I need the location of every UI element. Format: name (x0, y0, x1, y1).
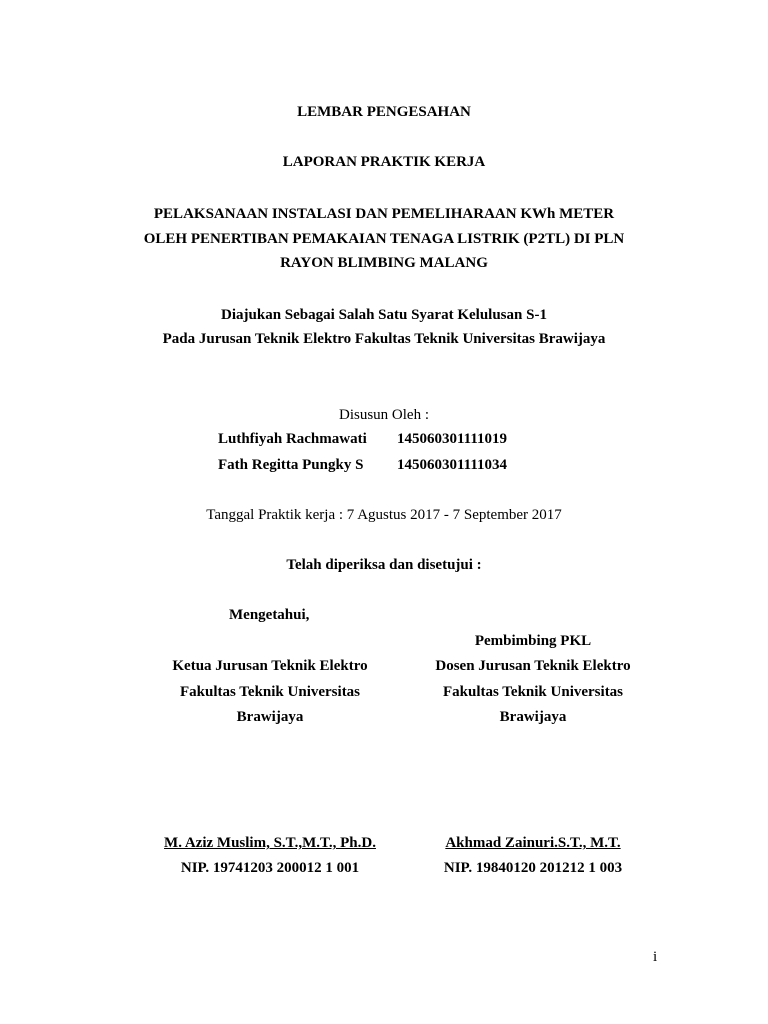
right-signer-nip: NIP. 19840120 201212 1 003 (443, 860, 623, 876)
report-title-line2: OLEH PENERTIBAN PEMAKAIAN TENAGA LISTRIK (P2TL) DI PLN (143, 231, 625, 247)
right-signer-prefix: Pembimbing PKL (474, 633, 592, 649)
left-signer-name: M. Aziz Muslim, S.T.,M.T., Ph.D. (164, 835, 376, 851)
author-nim-2: 145060301111034 (397, 457, 508, 473)
left-signer-role2: Fakultas Teknik Universitas (179, 684, 361, 700)
authors-label: Disusun Oleh : (339, 407, 429, 423)
right-signer-role1: Dosen Jurusan Teknik Elektro (435, 658, 631, 674)
page-title: LEMBAR PENGESAHAN (297, 104, 471, 120)
left-signer-role1: Ketua Jurusan Teknik Elektro (172, 658, 368, 674)
report-type: LAPORAN PRAKTIK KERJA (282, 154, 486, 170)
purpose-line1: Diajukan Sebagai Salah Satu Syarat Kelulusan S-1 (221, 307, 547, 323)
page-number: i (653, 949, 658, 965)
right-signer-role3: Brawijaya (499, 709, 567, 725)
right-signer-name: Akhmad Zainuri.S.T., M.T. (445, 835, 621, 851)
practice-date: Tanggal Praktik kerja : 7 Agustus 2017 - 7 September 2017 (206, 507, 562, 523)
purpose-line2: Pada Jurusan Teknik Elektro Fakultas Teknik Universitas Brawijaya (162, 331, 606, 347)
author-nim-1: 145060301111019 (397, 431, 508, 447)
left-signer-role3: Brawijaya (236, 709, 304, 725)
right-signer-role2: Fakultas Teknik Universitas (442, 684, 624, 700)
left-signer-nip: NIP. 19741203 200012 1 001 (180, 860, 360, 876)
report-title-line1: PELAKSANAAN INSTALASI DAN PEMELIHARAAN KWh METER (153, 206, 615, 222)
author-name-1: Luthfiyah Rachmawati (218, 431, 367, 447)
report-title-line3: RAYON BLIMBING MALANG (280, 255, 488, 271)
left-signer-prefix: Mengetahui, (229, 607, 310, 623)
approval-statement: Telah diperiksa dan disetujui : (286, 557, 482, 573)
author-name-2: Fath Regitta Pungky S (218, 457, 364, 473)
